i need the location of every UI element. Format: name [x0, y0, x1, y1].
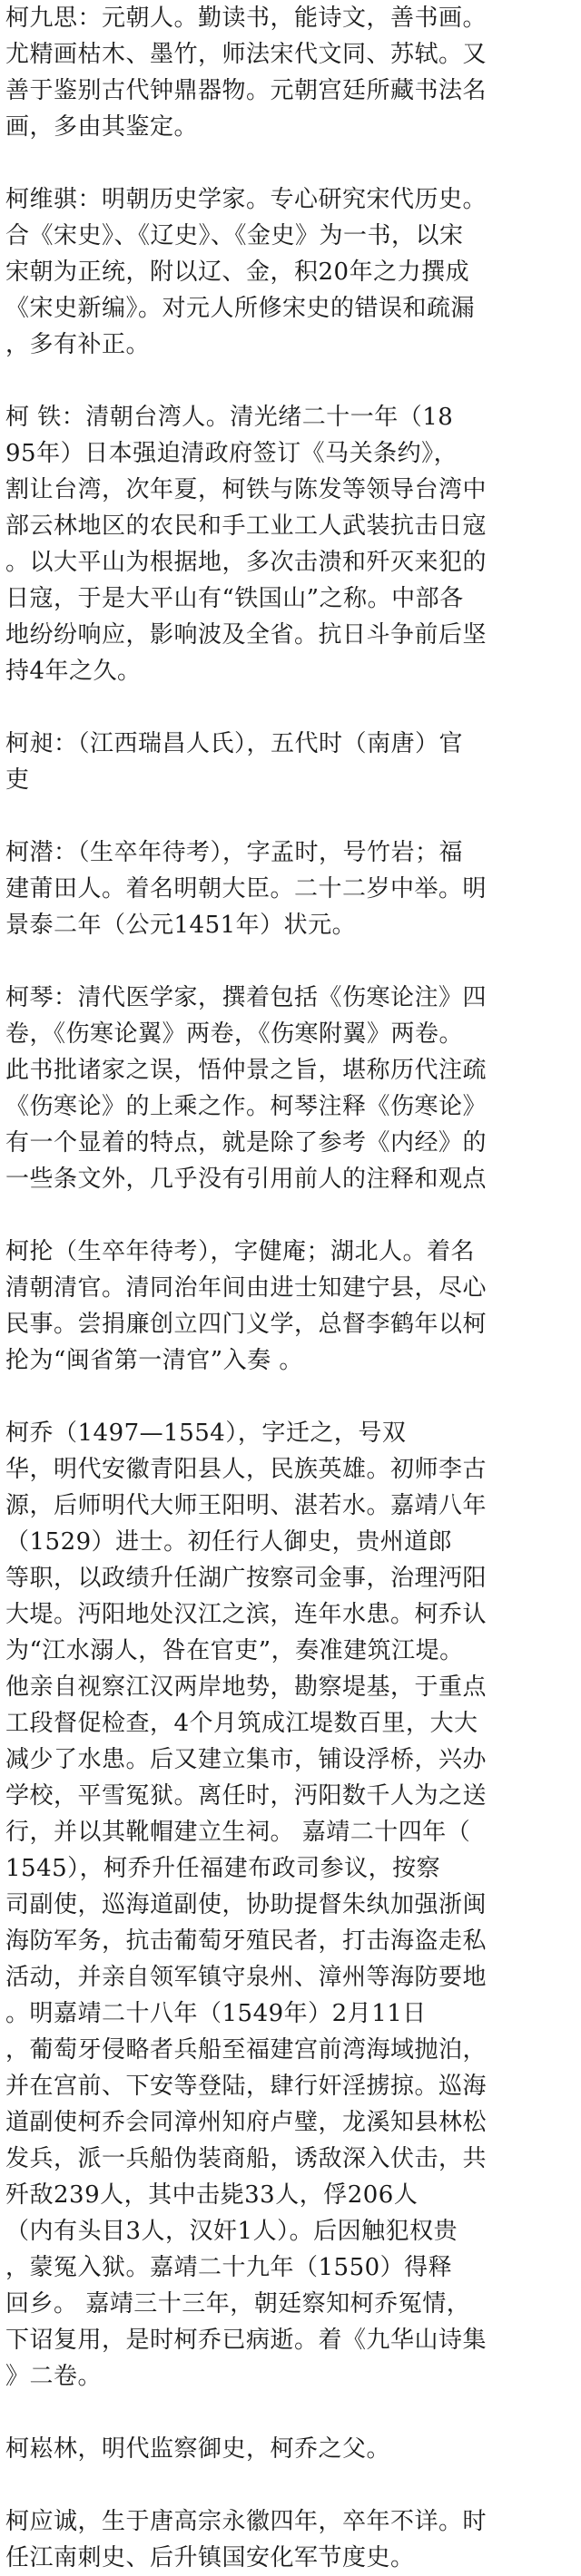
entry-ke-weiqi: [5, 181, 576, 363]
text-line: 。以大平山为根据地，多次击溃和歼灭来犯的: [5, 549, 487, 576]
text-line: 一些条文外，几乎没有引用前人的注释和观点: [5, 1166, 487, 1193]
text-line: 活动，并亲自领军镇守泉州、漳州等海防要地: [5, 1964, 487, 1991]
paragraph-gap: [5, 145, 576, 181]
text-line: 画，多由其鉴定。: [5, 113, 199, 141]
paragraph-gap: [5, 363, 576, 399]
text-line: 柯应诚，生于唐高宗永徽四年，卒年不详。时: [5, 2508, 487, 2535]
text-line: 吏: [5, 766, 30, 794]
text-line: 任江南刺史、后升镇国安化军节度史。: [5, 2544, 415, 2571]
paragraph-gap: [5, 689, 576, 726]
text-line: 大堤。沔阳地处汉江之滨，连年水患。柯乔认: [5, 1601, 487, 1628]
text-line: 抡为“闽省第一清官”入奏 。: [5, 1347, 303, 1374]
text-line: 道副使柯乔会同漳州知府卢璧，龙溪知县林松: [5, 2109, 487, 2136]
text-line: 柯乔（1497—1554），字迁之，号双: [5, 1420, 407, 1447]
paragraph-gap: [5, 798, 576, 834]
text-line: 柯潜：（生卒年待考），字孟时，号竹岩；福: [5, 839, 464, 866]
text-line: 减少了水患。后又建立集市，铺设浮桥，兴办: [5, 1746, 487, 1773]
text-line: 《伤寒论》的上乘之作。柯琴注释《伤寒论》: [5, 1093, 487, 1120]
entry-ke-lun: [5, 1234, 576, 1379]
text-line: ，葡萄牙侵略者兵船至福建宫前湾海域抛泊，: [5, 2036, 487, 2064]
entry-ke-qin: [5, 980, 576, 1197]
paragraph-gap: [5, 1379, 576, 1415]
text-line: 1545），柯乔升任福建布政司参议，按察: [5, 1855, 441, 1882]
paragraph-gap: [5, 1197, 576, 1234]
text-line: 司副使，巡海道副使，协助提督朱纨加强浙闽: [5, 1891, 487, 1918]
text-line: 此书批诸家之误，悟仲景之旨，堪称历代注疏: [5, 1057, 487, 1084]
text-line: 尤精画枯木、墨竹，师法宋代文同、苏轼。又: [5, 41, 487, 68]
text-line: ，蒙冤入狱。嘉靖二十九年（1550）得释: [5, 2254, 453, 2281]
entry-ke-qian: [5, 834, 576, 943]
text-line: 回乡。 嘉靖三十三年，朝廷察知柯乔冤情，: [5, 2290, 471, 2317]
text-line: ，多有补正。: [5, 331, 151, 358]
text-line: 宋朝为正统，附以辽、金，积20年之力撰成: [5, 259, 470, 286]
text-line: 柯抡（生卒年待考），字健庵；湖北人。着名: [5, 1238, 476, 1265]
text-line: （内有头目3人，汉奸1人）。后因触犯权贵: [5, 2218, 458, 2245]
text-line: 柯维骐：明朝历史学家。专心研究宋代历史。: [5, 186, 487, 213]
text-line: 善于鉴别古代钟鼎器物。元朝宫廷所藏书法名: [5, 77, 487, 104]
text-line: 有一个显着的特点，就是除了参考《内经》的: [5, 1129, 487, 1156]
text-line: 卷，《伤寒论翼》两卷，《伤寒附翼》两卷。: [5, 1020, 464, 1048]
text-line: 柯 铁：清朝台湾人。清光绪二十一年（18: [5, 404, 454, 431]
paragraph-gap: [5, 2395, 576, 2431]
text-line: 柯崧林，明代监察御史，柯乔之父。: [5, 2435, 391, 2463]
text-line: 歼敌239人，其中击毙33人，俘206人: [5, 2181, 419, 2209]
text-line: 合《宋史》、《辽史》、《金史》为一书，以宋: [5, 222, 464, 249]
text-line: 柯昶：（江西瑞昌人氏），五代时（南唐）官: [5, 730, 464, 757]
text-line: 清朝清官。清同治年间由进士知建宁县，尽心: [5, 1274, 487, 1302]
text-line: 民事。尝捐廉创立四门义学，总督李鹤年以柯: [5, 1311, 487, 1338]
text-line: 》二卷。: [5, 2363, 103, 2390]
text-line: 建莆田人。着名明朝大臣。二十二岁中举。明: [5, 875, 487, 903]
text-line: 。明嘉靖二十八年（1549年）2月11日: [5, 2000, 427, 2027]
text-line: 95年）日本强迫清政府签订《马关条约》，: [5, 440, 458, 467]
text-line: 柯九思：元朝人。勤读书，能诗文，善书画。: [5, 5, 487, 32]
entry-ke-tie: [5, 399, 576, 689]
paragraph-gap: [5, 2467, 576, 2503]
text-line: 源，后师明代大师王阳明、湛若水。嘉靖八年: [5, 1492, 487, 1519]
text-line: 工段督促检查，4个月筑成江堤数百里，大大: [5, 1710, 478, 1737]
text-line: 部云林地区的农民和手工业工人武装抗击日寇: [5, 512, 487, 540]
paragraph-gap: [5, 943, 576, 980]
text-line: 日寇，于是大平山有“铁国山”之称。中部各: [5, 585, 464, 612]
text-line: 柯琴：清代医学家，撰着包括《伤寒论注》四: [5, 984, 487, 1011]
text-line: 持4年之久。: [5, 658, 142, 685]
text-line: 为“江水溺人，咎在官吏”，奏准建筑江堤。: [5, 1637, 464, 1664]
text-line: 地纷纷响应，影响波及全省。抗日斗争前后坚: [5, 621, 487, 649]
text-line: 下诏复用，是时柯乔已病逝。着《九华山诗集: [5, 2327, 487, 2354]
text-line: 学校，平雪冤狱。离任时，沔阳数千人为之送: [5, 1782, 487, 1810]
text-line: 景泰二年（公元1451年）状元。: [5, 912, 357, 939]
entry-ke-yingcheng: [5, 2503, 576, 2576]
text-line: 海防军务，抗击葡萄牙殖民者，打击海盗走私: [5, 1927, 487, 1955]
text-line: 《宋史新编》。对元人所修宋史的错误和疏漏: [5, 295, 476, 322]
biography-page: [5, 0, 576, 2576]
text-line: 行，并以其靴帽建立生祠。 嘉靖二十四年（: [5, 1819, 471, 1846]
text-line: （1529）进士。初任行人御史，贵州道郎: [5, 1528, 453, 1556]
text-line: 华，明代安徽青阳县人，民族英雄。初师李古: [5, 1456, 487, 1483]
entry-ke-jiusi: [5, 0, 576, 145]
text-line: 等职，以政绩升任湖广按察司金事，治理沔阳: [5, 1565, 487, 1592]
text-line: 他亲自视察江汉两岸地势，勘察堤基，于重点: [5, 1673, 487, 1701]
entry-ke-songlin: [5, 2431, 576, 2467]
entry-ke-chang: [5, 726, 576, 798]
text-line: 割让台湾，次年夏，柯铁与陈发等领导台湾中: [5, 476, 487, 503]
text-line: 发兵，派一兵船伪装商船，诱敌深入伏击，共: [5, 2145, 487, 2172]
entry-ke-qiao: [5, 1415, 576, 2395]
text-line: 并在宫前、下安等登陆，肆行奸淫掳掠。巡海: [5, 2073, 487, 2100]
